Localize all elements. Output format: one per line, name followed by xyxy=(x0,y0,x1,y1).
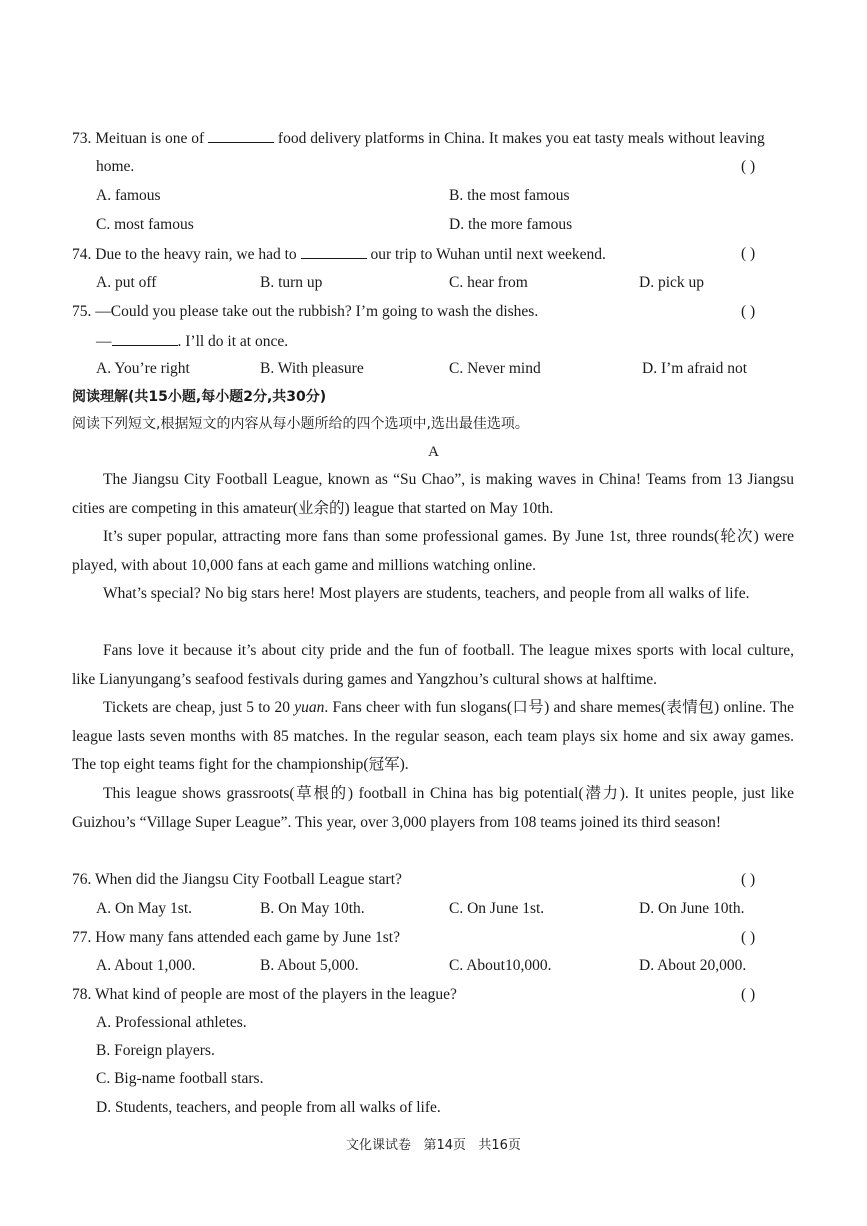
passage-paragraph-5-text-a: Tickets are cheap, just 5 to 20 xyxy=(103,699,295,716)
question-75-blank xyxy=(112,331,178,346)
passage-paragraph-6-text: This league shows grassroots(草根的) football in China has big potential(潜力). It unites people, just like Guizhou’s “Village Super League”. This year, over 3,000 players from 108 teams joined its third season! xyxy=(72,785,794,831)
question-76-option-c: C. On June 1st. xyxy=(449,900,545,917)
question-74-option-b: B. turn up xyxy=(260,274,323,291)
passage-paragraph-2 xyxy=(72,523,794,580)
question-74-answer-bracket: ( ) xyxy=(741,245,756,262)
question-73-option-c: C. most famous xyxy=(96,216,194,233)
passage-paragraph-6 xyxy=(72,780,794,837)
question-74-blank xyxy=(301,244,367,259)
question-76-stem: 76. When did the Jiangsu City Football League start? xyxy=(72,871,402,888)
passage-paragraph-1-text: The Jiangsu City Football League, known as “Su Chao”, is making waves in China! Teams from 13 Jiangsu cities are competing in this amateur(业余的) league that started on May 10th. xyxy=(72,471,794,517)
passage-label: A xyxy=(428,444,439,460)
question-76-option-d: D. On June 10th. xyxy=(639,900,745,917)
question-78-option-c: C. Big-name football stars. xyxy=(96,1070,264,1087)
question-78-option-b: B. Foreign players. xyxy=(96,1042,215,1059)
question-77-option-b: B. About 5,000. xyxy=(260,957,359,974)
passage-paragraph-3 xyxy=(72,580,794,609)
question-75-stem: 75. —Could you please take out the rubbish? I’m going to wash the dishes. xyxy=(72,303,539,320)
section-instruction: 阅读下列短文,根据短文的内容从每小题所给的四个选项中,选出最佳选项。 xyxy=(72,416,529,432)
question-75-answer-bracket: ( ) xyxy=(741,303,756,320)
passage-paragraph-5 xyxy=(72,694,794,780)
passage-paragraph-5-text-b: . Fans cheer with fun slogans(口号) and share memes(表情包) online. The league lasts seven months with 85 matches. In the regular season, each team plays six home and six away games. The top eight teams fight for the championship(冠军). xyxy=(72,699,794,773)
question-77-option-a: A. About 1,000. xyxy=(96,957,196,974)
question-74-text-b: our trip to Wuhan until next weekend. xyxy=(370,246,606,263)
question-75-reply xyxy=(96,331,288,352)
question-74-option-c: C. hear from xyxy=(449,274,528,291)
question-77-answer-bracket: ( ) xyxy=(741,929,756,946)
question-78-answer-bracket: ( ) xyxy=(741,986,756,1003)
question-75-reply-text: . I’ll do it at once. xyxy=(177,333,289,350)
question-76-option-a: A. On May 1st. xyxy=(96,900,193,917)
question-73-option-d: D. the more famous xyxy=(449,216,573,233)
question-78-option-d: D. Students, teachers, and people from all walks of life. xyxy=(96,1099,441,1116)
question-76-answer-bracket: ( ) xyxy=(741,871,756,888)
passage-paragraph-3-text: What’s special? No big stars here! Most players are students, teachers, and people from all walks of life. xyxy=(103,585,750,602)
passage-paragraph-1 xyxy=(72,466,794,523)
passage-paragraph-5-yuan: yuan xyxy=(294,699,325,716)
question-73-text-c: home. xyxy=(96,158,135,175)
question-75-option-c: C. Never mind xyxy=(449,360,541,377)
question-74-text-a: 74. Due to the heavy rain, we had to xyxy=(72,246,297,263)
question-75-dash: — xyxy=(96,333,112,350)
question-76-option-b: B. On May 10th. xyxy=(260,900,365,917)
question-73-blank xyxy=(208,128,274,143)
question-75-option-a: A. You’re right xyxy=(96,360,190,377)
question-73-text-a: 73. Meituan is one of xyxy=(72,130,205,147)
passage-paragraph-4 xyxy=(72,637,794,694)
question-75-option-d: D. I’m afraid not xyxy=(642,360,748,377)
question-75-option-b: B. With pleasure xyxy=(260,360,364,377)
section-title: 阅读理解(共15小题,每小题2分,共30分) xyxy=(72,389,327,405)
question-74-option-d: D. pick up xyxy=(639,274,705,291)
page-footer: 文化课试卷 第14页 共16页 xyxy=(346,1138,521,1153)
question-73-option-b: B. the most famous xyxy=(449,187,570,204)
question-74-stem xyxy=(72,244,797,265)
question-78-option-a: A. Professional athletes. xyxy=(96,1014,247,1031)
question-77-option-c: C. About10,000. xyxy=(449,957,552,974)
question-74-option-a: A. put off xyxy=(96,274,157,291)
question-73-answer-bracket: ( ) xyxy=(741,158,756,175)
question-78-stem: 78. What kind of people are most of the players in the league? xyxy=(72,986,457,1003)
question-77-stem: 77. How many fans attended each game by June 1st? xyxy=(72,929,400,946)
passage-paragraph-4-text: Fans love it because it’s about city pride and the fun of football. The league mixes sports with local culture, like Lianyungang’s seafood festivals during games and Yangzhou’s cultural shows at halftime. xyxy=(72,642,794,688)
question-73-option-a: A. famous xyxy=(96,187,161,204)
question-73-stem xyxy=(72,128,797,149)
passage-paragraph-2-text: It’s super popular, attracting more fans than some professional games. By June 1st, three rounds(轮次) were played, with about 10,000 fans at each game and millions watching online. xyxy=(72,528,794,574)
question-73-text-b: food delivery platforms in China. It makes you eat tasty meals without leaving xyxy=(277,130,765,147)
question-77-option-d: D. About 20,000. xyxy=(639,957,747,974)
